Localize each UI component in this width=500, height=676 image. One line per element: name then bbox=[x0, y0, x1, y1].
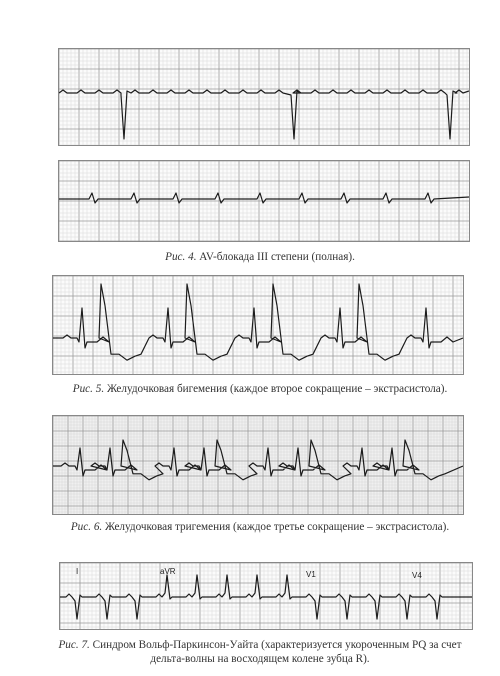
ecg-strip-fig4-bottom bbox=[58, 160, 470, 242]
ecg-trace-fig6 bbox=[53, 416, 463, 514]
figure-label-5: Рис. 5. bbox=[72, 383, 105, 395]
ecg-trace-fig4-bottom bbox=[59, 161, 469, 241]
figure-label-4: Рис. 4. bbox=[165, 251, 197, 263]
ecg-strip-fig6 bbox=[52, 415, 464, 515]
ecg-trace-fig7 bbox=[60, 563, 472, 629]
ecg-strip-fig5 bbox=[52, 275, 464, 375]
figure-caption-7 bbox=[50, 638, 470, 666]
figure-caption-4 bbox=[60, 250, 460, 264]
ecg-grid bbox=[53, 416, 463, 514]
ecg-grid bbox=[53, 276, 463, 374]
figure-text-7: Синдром Вольф-Паркинсон-Уайта (характеризуется укороченным PQ за счет дельта-волны на восходящем колене зубца R). bbox=[89, 639, 462, 665]
figure-text-4: AV-блокада III степени (полная). bbox=[196, 251, 355, 263]
ecg-waveform bbox=[53, 284, 463, 360]
lead-label-v4: V4 bbox=[412, 571, 422, 580]
lead-label-avr: aVR bbox=[160, 567, 176, 576]
ecg-waveform bbox=[59, 193, 469, 203]
figure-caption-5 bbox=[60, 382, 460, 396]
ecg-trace-fig4-top bbox=[59, 49, 469, 145]
lead-label-i: I bbox=[76, 567, 79, 576]
ecg-trace-fig5 bbox=[53, 276, 463, 374]
ecg-strip-fig7 bbox=[59, 562, 473, 630]
figure-label-7: Рис. 7. bbox=[58, 639, 90, 651]
figure-caption-6 bbox=[60, 520, 460, 534]
figure-text-6: Желудочковая тригемения (каждое третье сокращение – экстрасистола). bbox=[102, 521, 450, 533]
figure-label-6: Рис. 6. bbox=[70, 521, 103, 533]
ecg-grid bbox=[59, 49, 469, 145]
ecg-waveform bbox=[60, 575, 472, 619]
ecg-waveform bbox=[59, 90, 469, 139]
lead-label-v1: V1 bbox=[306, 570, 316, 579]
ecg-strip-fig4-top bbox=[58, 48, 470, 146]
figure-text-5: Желудочковая бигемения (каждое второе сокращение – экстрасистола). bbox=[104, 383, 448, 395]
